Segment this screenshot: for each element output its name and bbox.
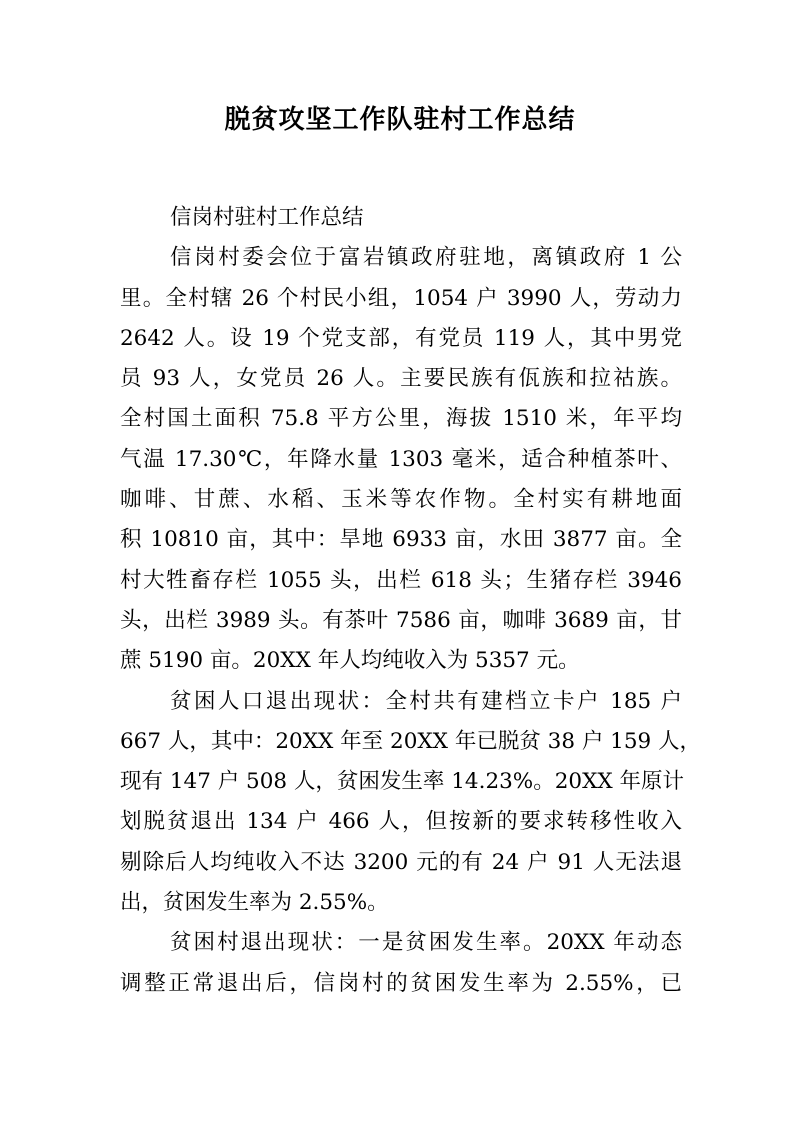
document-body — [120, 198, 702, 1004]
text-line: 划脱贫退出 134 户 466 人，但按新的要求转移性收入 — [120, 809, 682, 835]
text-line: 咖啡、甘蔗、水稻、玉米等农作物。全村实有耕地面 — [120, 487, 682, 513]
text-line: 667 人，其中：20XX 年至 20XX 年已脱贫 38 户 159 人， — [120, 728, 702, 754]
text-line: 气温 17.30℃，年降水量 1303 毫米，适合种植茶叶、 — [120, 446, 682, 472]
text-line: 现有 147 户 508 人，贫困发生率 14.23%。20XX 年原计 — [120, 769, 685, 795]
text-line: 剔除后人均纯收入不达 3200 元的有 24 户 91 人无法退 — [120, 849, 682, 875]
text-line: 里。全村辖 26 个村民小组，1054 户 3990 人，劳动力 — [120, 285, 682, 311]
text-line: 信岗村委会位于富岩镇政府驻地，离镇政府 1 公 — [170, 245, 682, 271]
text-line: 贫困村退出现状：一是贫困发生率。20XX 年动态 — [170, 930, 682, 956]
text-line: 头，出栏 3989 头。有茶叶 7586 亩，咖啡 3689 亩，甘 — [120, 607, 682, 633]
text-line: 全村国土面积 75.8 平方公里，海拔 1510 米，年平均 — [120, 406, 682, 432]
text-line: 调整正常退出后，信岗村的贫困发生率为 2.55%，已 — [120, 970, 682, 996]
text-line: 积 10810 亩，其中：旱地 6933 亩，水田 3877 亩。全 — [120, 527, 682, 553]
text-line: 出，贫困发生率为 2.55%。 — [120, 890, 389, 916]
text-line: 信岗村驻村工作总结 — [170, 205, 364, 230]
text-line: 贫困人口退出现状：全村共有建档立卡户 185 户 — [170, 688, 682, 714]
document-title: 脱贫攻坚工作队驻村工作总结 — [224, 105, 576, 135]
text-line: 2642 人。设 19 个党支部，有党员 119 人，其中男党 — [120, 325, 682, 351]
text-line: 蔗 5190 亩。20XX 年人均纯收入为 5357 元。 — [120, 648, 580, 674]
text-line: 村大牲畜存栏 1055 头，出栏 618 头；生猪存栏 3946 — [120, 567, 682, 593]
text-line: 员 93 人，女党员 26 人。主要民族有佤族和拉祜族。 — [120, 366, 682, 392]
